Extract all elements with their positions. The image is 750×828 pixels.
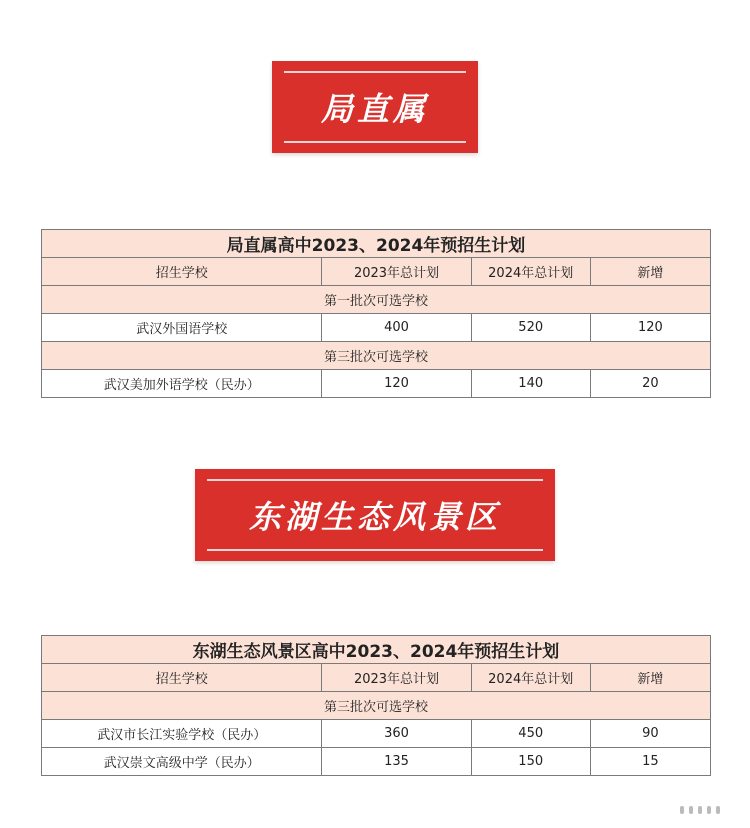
cell-2024: 520 xyxy=(471,314,590,342)
header-2024: 2024年总计划 xyxy=(471,258,590,286)
header-2023: 2023年总计划 xyxy=(322,664,471,692)
table-row xyxy=(42,314,711,342)
cell-school: 武汉崇文高级中学（民办） xyxy=(42,748,322,776)
table-header-row xyxy=(42,258,711,286)
cell-2024: 150 xyxy=(471,748,590,776)
cell-2023: 360 xyxy=(322,720,471,748)
header-2023: 2023年总计划 xyxy=(322,258,471,286)
banner-title: 东湖生态风景区 xyxy=(248,498,501,536)
enrollment-plan-table-bureau xyxy=(41,229,711,398)
header-school: 招生学校 xyxy=(42,258,322,286)
table-title: 东湖生态风景区高中2023、2024年预招生计划 xyxy=(42,636,711,664)
section-banner-east-lake xyxy=(195,469,555,561)
batch-row xyxy=(42,286,711,314)
header-2024: 2024年总计划 xyxy=(471,664,590,692)
cell-2023: 120 xyxy=(322,370,471,398)
cell-added: 120 xyxy=(590,314,710,342)
cell-2023: 135 xyxy=(322,748,471,776)
table-title-row xyxy=(42,636,711,664)
cell-2024: 140 xyxy=(471,370,590,398)
batch-label: 第一批次可选学校 xyxy=(42,286,711,314)
table-row xyxy=(42,748,711,776)
cell-2023: 400 xyxy=(322,314,471,342)
enrollment-plan-table-east-lake xyxy=(41,635,711,776)
table-title-row xyxy=(42,230,711,258)
cell-added: 90 xyxy=(590,720,710,748)
table-row xyxy=(42,720,711,748)
banner-title: 局直属 xyxy=(320,90,429,128)
cell-school: 武汉市长江实验学校（民办） xyxy=(42,720,322,748)
page-indicator-icon xyxy=(680,806,720,814)
header-added: 新增 xyxy=(590,258,710,286)
batch-label: 第三批次可选学校 xyxy=(42,342,711,370)
batch-label: 第三批次可选学校 xyxy=(42,692,711,720)
cell-2024: 450 xyxy=(471,720,590,748)
header-school: 招生学校 xyxy=(42,664,322,692)
batch-row xyxy=(42,692,711,720)
section-banner-bureau xyxy=(272,61,478,153)
cell-added: 20 xyxy=(590,370,710,398)
header-added: 新增 xyxy=(590,664,710,692)
batch-row xyxy=(42,342,711,370)
cell-school: 武汉美加外语学校（民办） xyxy=(42,370,322,398)
table-title: 局直属高中2023、2024年预招生计划 xyxy=(42,230,711,258)
table-row xyxy=(42,370,711,398)
cell-school: 武汉外国语学校 xyxy=(42,314,322,342)
cell-added: 15 xyxy=(590,748,710,776)
table-header-row xyxy=(42,664,711,692)
